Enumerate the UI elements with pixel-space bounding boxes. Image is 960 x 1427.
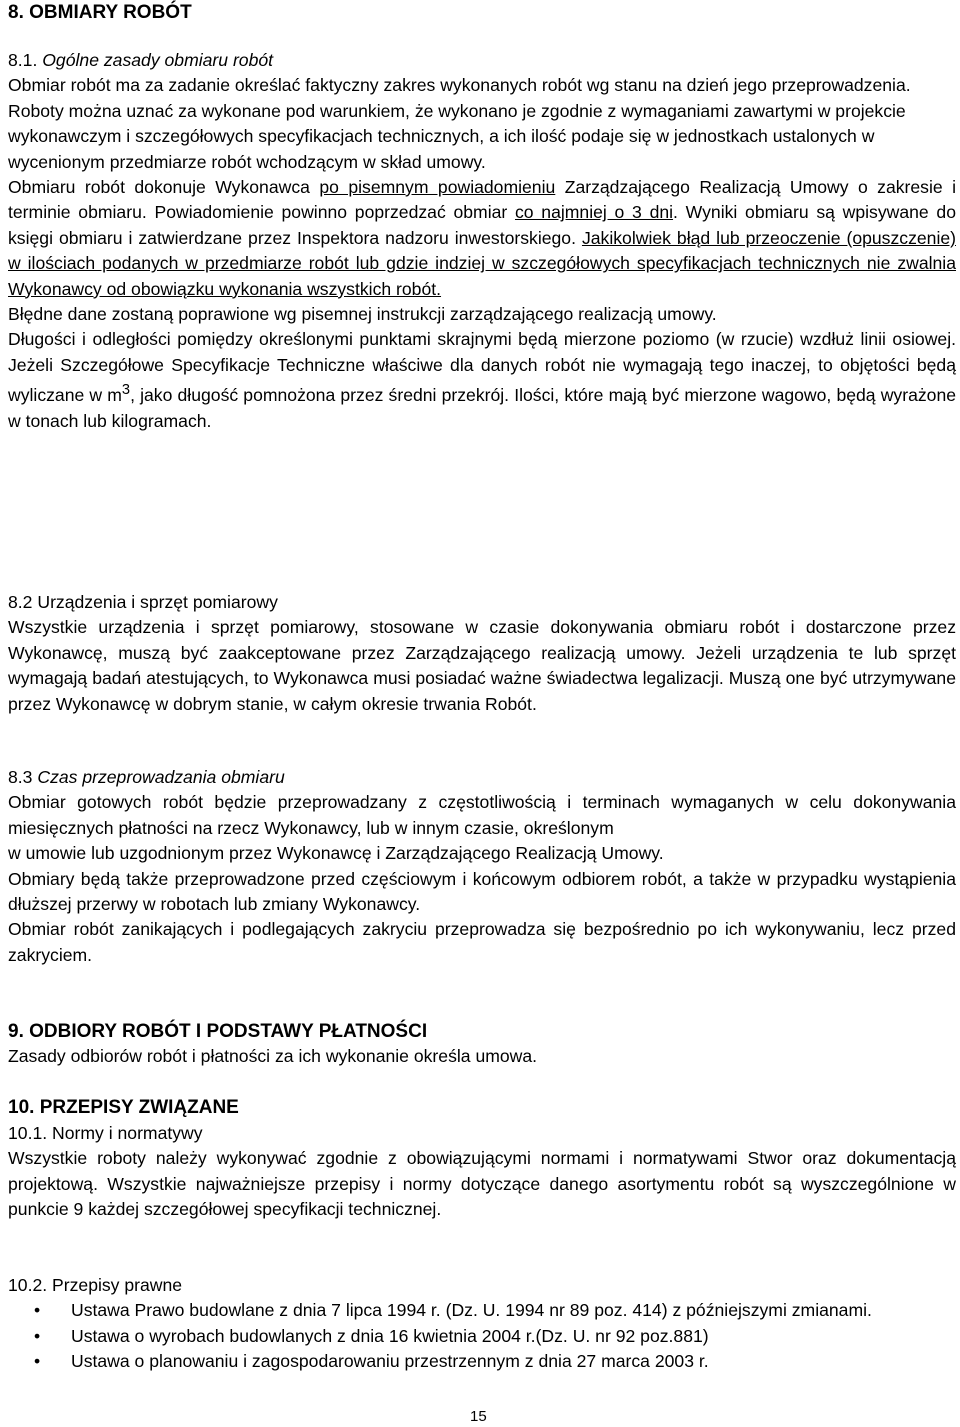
section-10-2-block — [8, 1273, 956, 1375]
section-8-1-block — [8, 48, 956, 434]
legal-regulations-list — [8, 1298, 956, 1374]
text-run: Obmiaru robót dokonuje Wykonawca — [8, 177, 320, 198]
paragraph-8-1-measurement — [8, 327, 956, 433]
subsection-title: Ogólne zasady obmiaru robót — [37, 50, 274, 70]
bullet-icon: • — [34, 1351, 41, 1372]
subsection-8-3-heading — [8, 765, 956, 790]
list-item-text: Ustawa o wyrobach budowlanych z dnia 16 kwietnia 2004 r.(Dz. U. nr 92 poz.881) — [71, 1325, 709, 1346]
underlined-text: po pisemnym powiadomieniu — [319, 177, 556, 198]
paragraph-8-3-frequency: Obmiar gotowych robót będzie przeprowadzany z częstotliwością i terminach wymaganych w celu dokonywania miesięcznych płatności na rzecz Wykonawcy, lub w innym czasie, określonym — [8, 792, 956, 838]
section-10-block — [8, 1121, 956, 1223]
section-8-3-block — [8, 765, 956, 968]
text-run: . Wyniki obmiaru są wpisywane do księgi obmiaru i zatwierdzane przez Inspektora nadzoru inwestorskiego. — [8, 202, 956, 248]
paragraph-9: Zasady odbiorów robót i płatności za ich wykonanie określa umowa. — [8, 1046, 538, 1066]
paragraph-8-3-agreement: w umowie lub uzgodnionym przez Wykonawcę i Zarządzającego Realizacją Umowy. — [8, 843, 664, 864]
paragraph-8-1-procedure — [8, 175, 956, 302]
paragraph-8-3-acceptance: Obmiary będą także przeprowadzone przed częściowym i końcowym odbiorem robót, a także w przypadku wystąpienia dłuższej przerwy w robotach lub zmiany Wykonawcy. — [8, 868, 956, 915]
bullet-icon: • — [34, 1325, 41, 1346]
section-8-2-block — [8, 590, 956, 717]
paragraph-8-3-covered-works: Obmiar robót zanikających i podlegających zakryciu przeprowadza się bezpośrednio po ich wykonywaniu, lecz przed zakryciem. — [8, 919, 956, 965]
list-item-text: Ustawa o planowaniu i zagospodarowaniu przestrzennym z dnia 27 marca 2003 r. — [71, 1351, 709, 1372]
subsection-number: 8.2 — [8, 592, 33, 612]
subsection-10-2-heading: 10.2. Przepisy prawne — [8, 1275, 183, 1295]
section-9-heading: 9. ODBIORY ROBÓT I PODSTAWY PŁATNOŚCI — [8, 1021, 428, 1042]
underlined-text: co najmniej o 3 dni — [514, 202, 674, 223]
paragraph-8-2: Wszystkie urządzenia i sprzęt pomiarowy, stosowane w czasie dokonywania obmiaru robót i dostarczone przez Wykonawcę, muszą być zaakceptowane przez Zarządzającego realizacją umowy. Jeżeli urządzenia te lub sprzęt wymagają badań atestujących, to Wykonawca musi posiadać ważne świadectwa legalizacji. Muszą one być utrzymywane przez Wykonawcę w dobrym stanie, w całym okresie trwania Robót. — [8, 617, 956, 714]
paragraph-8-1-corrections: Błędne dane zostaną poprawione wg pisemnej instrukcji zarządzającego realizacją umowy. — [8, 304, 717, 325]
section-8-heading: 8. OBMIARY ROBÓT — [8, 2, 192, 23]
text-run: Zarządzającego Realizacją Umowy o zakresie i terminie obmiaru. Powiadomienie powinno poprzedzać obmiar — [8, 177, 957, 223]
list-item-text: Ustawa Prawo budowlane z dnia 7 lipca 1994 r. (Dz. U. 1994 nr 89 poz. 414) z późniejszymi zmianami. — [71, 1300, 872, 1321]
subsection-title: Urządzenia i sprzęt pomiarowy — [32, 592, 278, 612]
subsection-title: Czas przeprowadzania obmiaru — [32, 767, 285, 787]
text-run: Długości i odległości pomiędzy określonymi punktami skrajnymi będą mierzone poziomo (w rzucie) wzdłuż linii osiowej. Jeżeli Szczegółowe Specyfikacje Techniczne właściwe dla danych robót nie wymagają tego inaczej, to objętości będą wyliczane w m — [8, 329, 956, 406]
subsection-number: 8.1. — [8, 50, 38, 70]
underlined-text: Jakikolwiek błąd lub przeoczenie (opuszczenie) w ilościach podanych w przedmiarze robót lub gdzie indziej w szczegółowych specyfikacjach technicznych nie zwalnia Wykonawcy od obowiązku wykonania wszystkich robót. — [8, 227, 956, 299]
subsection-8-2-heading — [8, 590, 956, 615]
paragraph-8-1-intro: Obmiar robót ma za zadanie określać faktyczny zakres wykonanych robót wg stanu na dzień jego przeprowadzenia. Roboty można uznać za wykonane pod warunkiem, że wykonano je zgodnie z wymaganiami zawartymi w projekcie wykonawczym i szczegółowych specyfikacjach technicznych, a ich ilość podaje się w jednostkach ustalonych w wycenionym przedmiarze robót wchodzącym w skład umowy. — [8, 75, 911, 172]
section-9-block — [8, 1044, 956, 1069]
subsection-number: 8.3 — [8, 767, 33, 787]
bullet-icon: • — [34, 1300, 41, 1321]
subsection-10-1-heading: 10.1. Normy i normatywy — [8, 1123, 203, 1143]
page-number: 15 — [470, 1408, 487, 1425]
subsection-8-1-heading — [8, 48, 956, 73]
list-item — [8, 1298, 956, 1323]
superscript: 3 — [121, 382, 131, 399]
section-10-heading: 10. PRZEPISY ZWIĄZANE — [8, 1097, 239, 1118]
list-item — [8, 1324, 956, 1349]
list-item — [8, 1349, 956, 1374]
text-run: , jako długość pomnożona przez średni przekrój. Ilości, które mają być mierzone wagowo, będą wyrażone w tonach lub kilogramach. — [8, 385, 957, 431]
paragraph-10-1: Wszystkie roboty należy wykonywać zgodnie z obowiązującymi normami i normatywami Stwor oraz dokumentacją projektową. Wszystkie najważniejsze przepisy i normy dotyczące danego asortymentu robót są wyszczególnione w punkcie 9 każdej szczegółowej specyfikacji technicznej. — [8, 1148, 956, 1220]
